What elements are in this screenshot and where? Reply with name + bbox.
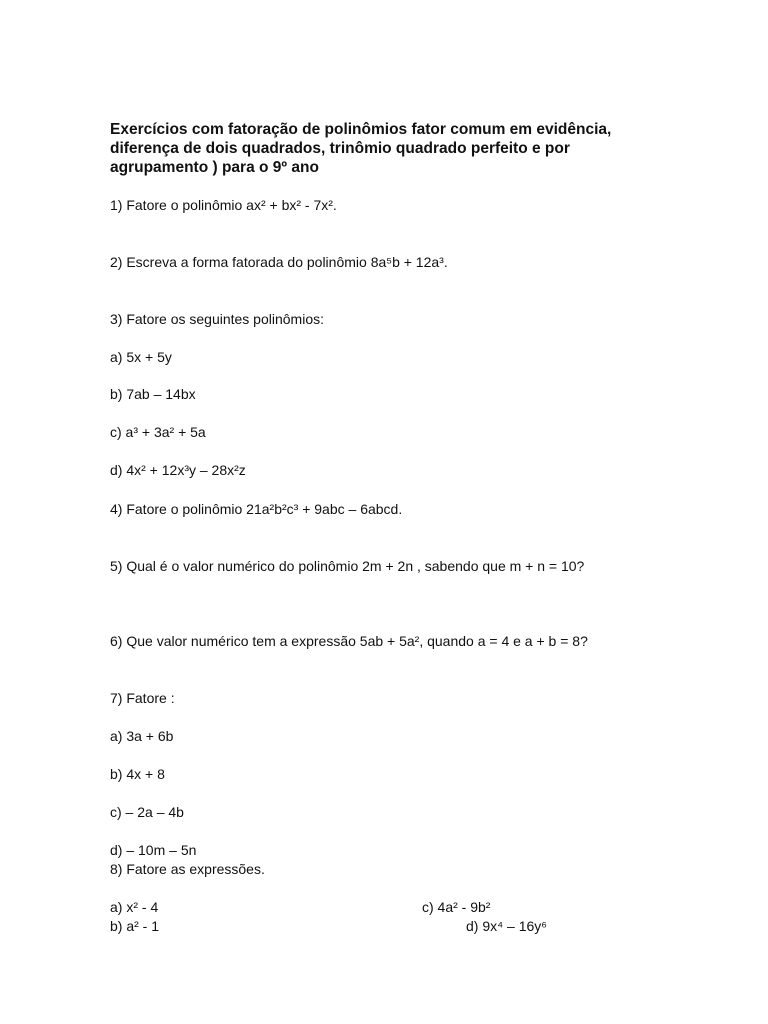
question-1: 1) Fatore o polinômio ax² + bx² - 7x². xyxy=(110,197,337,213)
question-7c: c) – 2a – 4b xyxy=(110,804,184,820)
question-3b: b) 7ab – 14bx xyxy=(110,386,196,402)
question-3a: a) 5x + 5y xyxy=(110,349,172,365)
question-3d: d) 4x² + 12x³y – 28x²z xyxy=(110,462,246,478)
question-3c: c) a³ + 3a² + 5a xyxy=(110,424,206,440)
question-8c: c) 4a² - 9b² xyxy=(422,899,491,915)
question-2: 2) Escreva a forma fatorada do polinômio 8a⁵b + 12a³. xyxy=(110,254,448,270)
question-6: 6) Que valor numérico tem a expressão 5ab + 5a², quando a = 4 e a + b = 8? xyxy=(110,633,588,649)
question-5: 5) Qual é o valor numérico do polinômio 2m + 2n , sabendo que m + n = 10? xyxy=(110,558,585,574)
document-title: Exercícios com fatoração de polinômios fator comum em evidência, diferença de dois quadrados, trinômio quadrado perfeito e por agrupamento ) para o 9º ano xyxy=(110,121,612,176)
question-3: 3) Fatore os seguintes polinômios: xyxy=(110,311,324,327)
question-8: 8) Fatore as expressões. xyxy=(110,861,265,877)
question-7b: b) 4x + 8 xyxy=(110,766,165,782)
question-7d: d) – 10m – 5n xyxy=(110,842,197,858)
question-8a: a) x² - 4 xyxy=(110,899,159,915)
question-8b: b) a² - 1 xyxy=(110,918,160,934)
question-7a: a) 3a + 6b xyxy=(110,728,174,744)
question-8d: d) 9x⁴ – 16y⁶ xyxy=(466,918,548,934)
question-7: 7) Fatore : xyxy=(110,690,175,706)
question-4: 4) Fatore o polinômio 21a²b²c³ + 9abc – 6abcd. xyxy=(110,501,403,517)
